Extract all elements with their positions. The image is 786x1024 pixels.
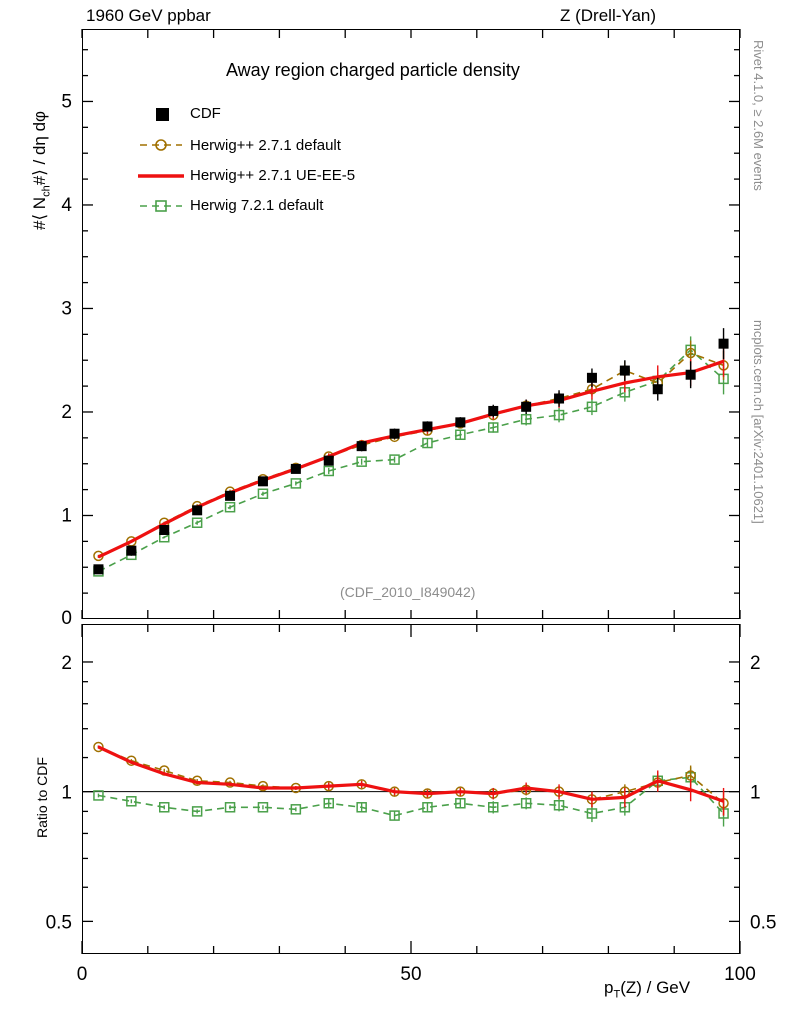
series-marker-0 [390,429,400,439]
series-marker-0 [357,441,367,451]
ratio-y-tick-label: 0.5 [45,912,72,934]
series-marker-0 [455,417,465,427]
series-marker-0 [587,373,597,383]
y-axis-label [30,111,52,230]
legend-marker-cdf [156,108,169,121]
series-marker-0 [422,421,432,431]
y-tick-label: 4 [61,194,72,216]
series-marker-0 [324,456,334,466]
dataset-watermark: (CDF_2010_I849042) [340,584,476,600]
chart-title: Away region charged particle density [226,60,520,80]
x-axis-label-main: p [604,978,614,997]
x-axis-label-rest: (Z) / GeV [620,978,691,997]
series-marker-0 [126,546,136,556]
series-marker-0 [653,384,663,394]
series-marker-0 [521,402,531,412]
legend-label-2: Herwig++ 2.7.1 UE-EE-5 [190,167,356,184]
x-tick-label: 100 [724,964,756,985]
header-left: 1960 GeV ppbar [86,6,211,25]
series-marker-0 [554,394,564,404]
y-axis-label-rest: #⟩ / dη dφ [30,110,49,186]
legend-label-1: Herwig++ 2.7.1 default [190,137,341,154]
legend-label-3: Herwig 7.2.1 default [190,197,324,214]
series-marker-0 [258,476,268,486]
x-tick-label: 50 [400,964,422,985]
mcplots-caption: mcplots.cern.ch [arXiv:2401.10621] [751,320,766,524]
header-right: Z (Drell-Yan) [560,6,657,25]
x-axis-label [604,978,690,1000]
y-tick-label-zero: 0 [61,608,72,629]
y-tick-label: 1 [61,505,72,527]
y-axis-label-main: #⟨ N [30,196,49,230]
legend-label-0: CDF [190,105,221,122]
y-tick-label: 3 [61,298,72,320]
x-axis-label-sub: T [613,988,621,1001]
y-axis-label-sub: ch [40,185,53,197]
series-marker-0 [686,370,696,380]
ratio-y-tick-label: 1 [61,782,72,804]
series-marker-0 [159,525,169,535]
ratio-y-tick-label: 0.5 [750,912,777,934]
ratio-y-tick-label: 2 [750,652,761,674]
y-tick-label: 5 [61,91,72,113]
rivet-version-caption: Rivet 4.1.0, ≥ 2.6M events [751,40,766,191]
y-tick-label: 2 [61,401,72,423]
series-marker-0 [488,406,498,416]
ratio-y-axis-label: Ratio to CDF [34,757,50,838]
series-marker-0 [620,366,630,376]
ratio-y-tick-label: 2 [61,652,72,674]
ratio-y-tick-label: 1 [750,782,761,804]
series-marker-0 [93,564,103,574]
series-marker-0 [291,464,301,474]
x-tick-label: 0 [76,964,88,985]
series-marker-0 [719,339,729,349]
series-marker-0 [192,505,202,515]
series-marker-0 [225,491,235,501]
